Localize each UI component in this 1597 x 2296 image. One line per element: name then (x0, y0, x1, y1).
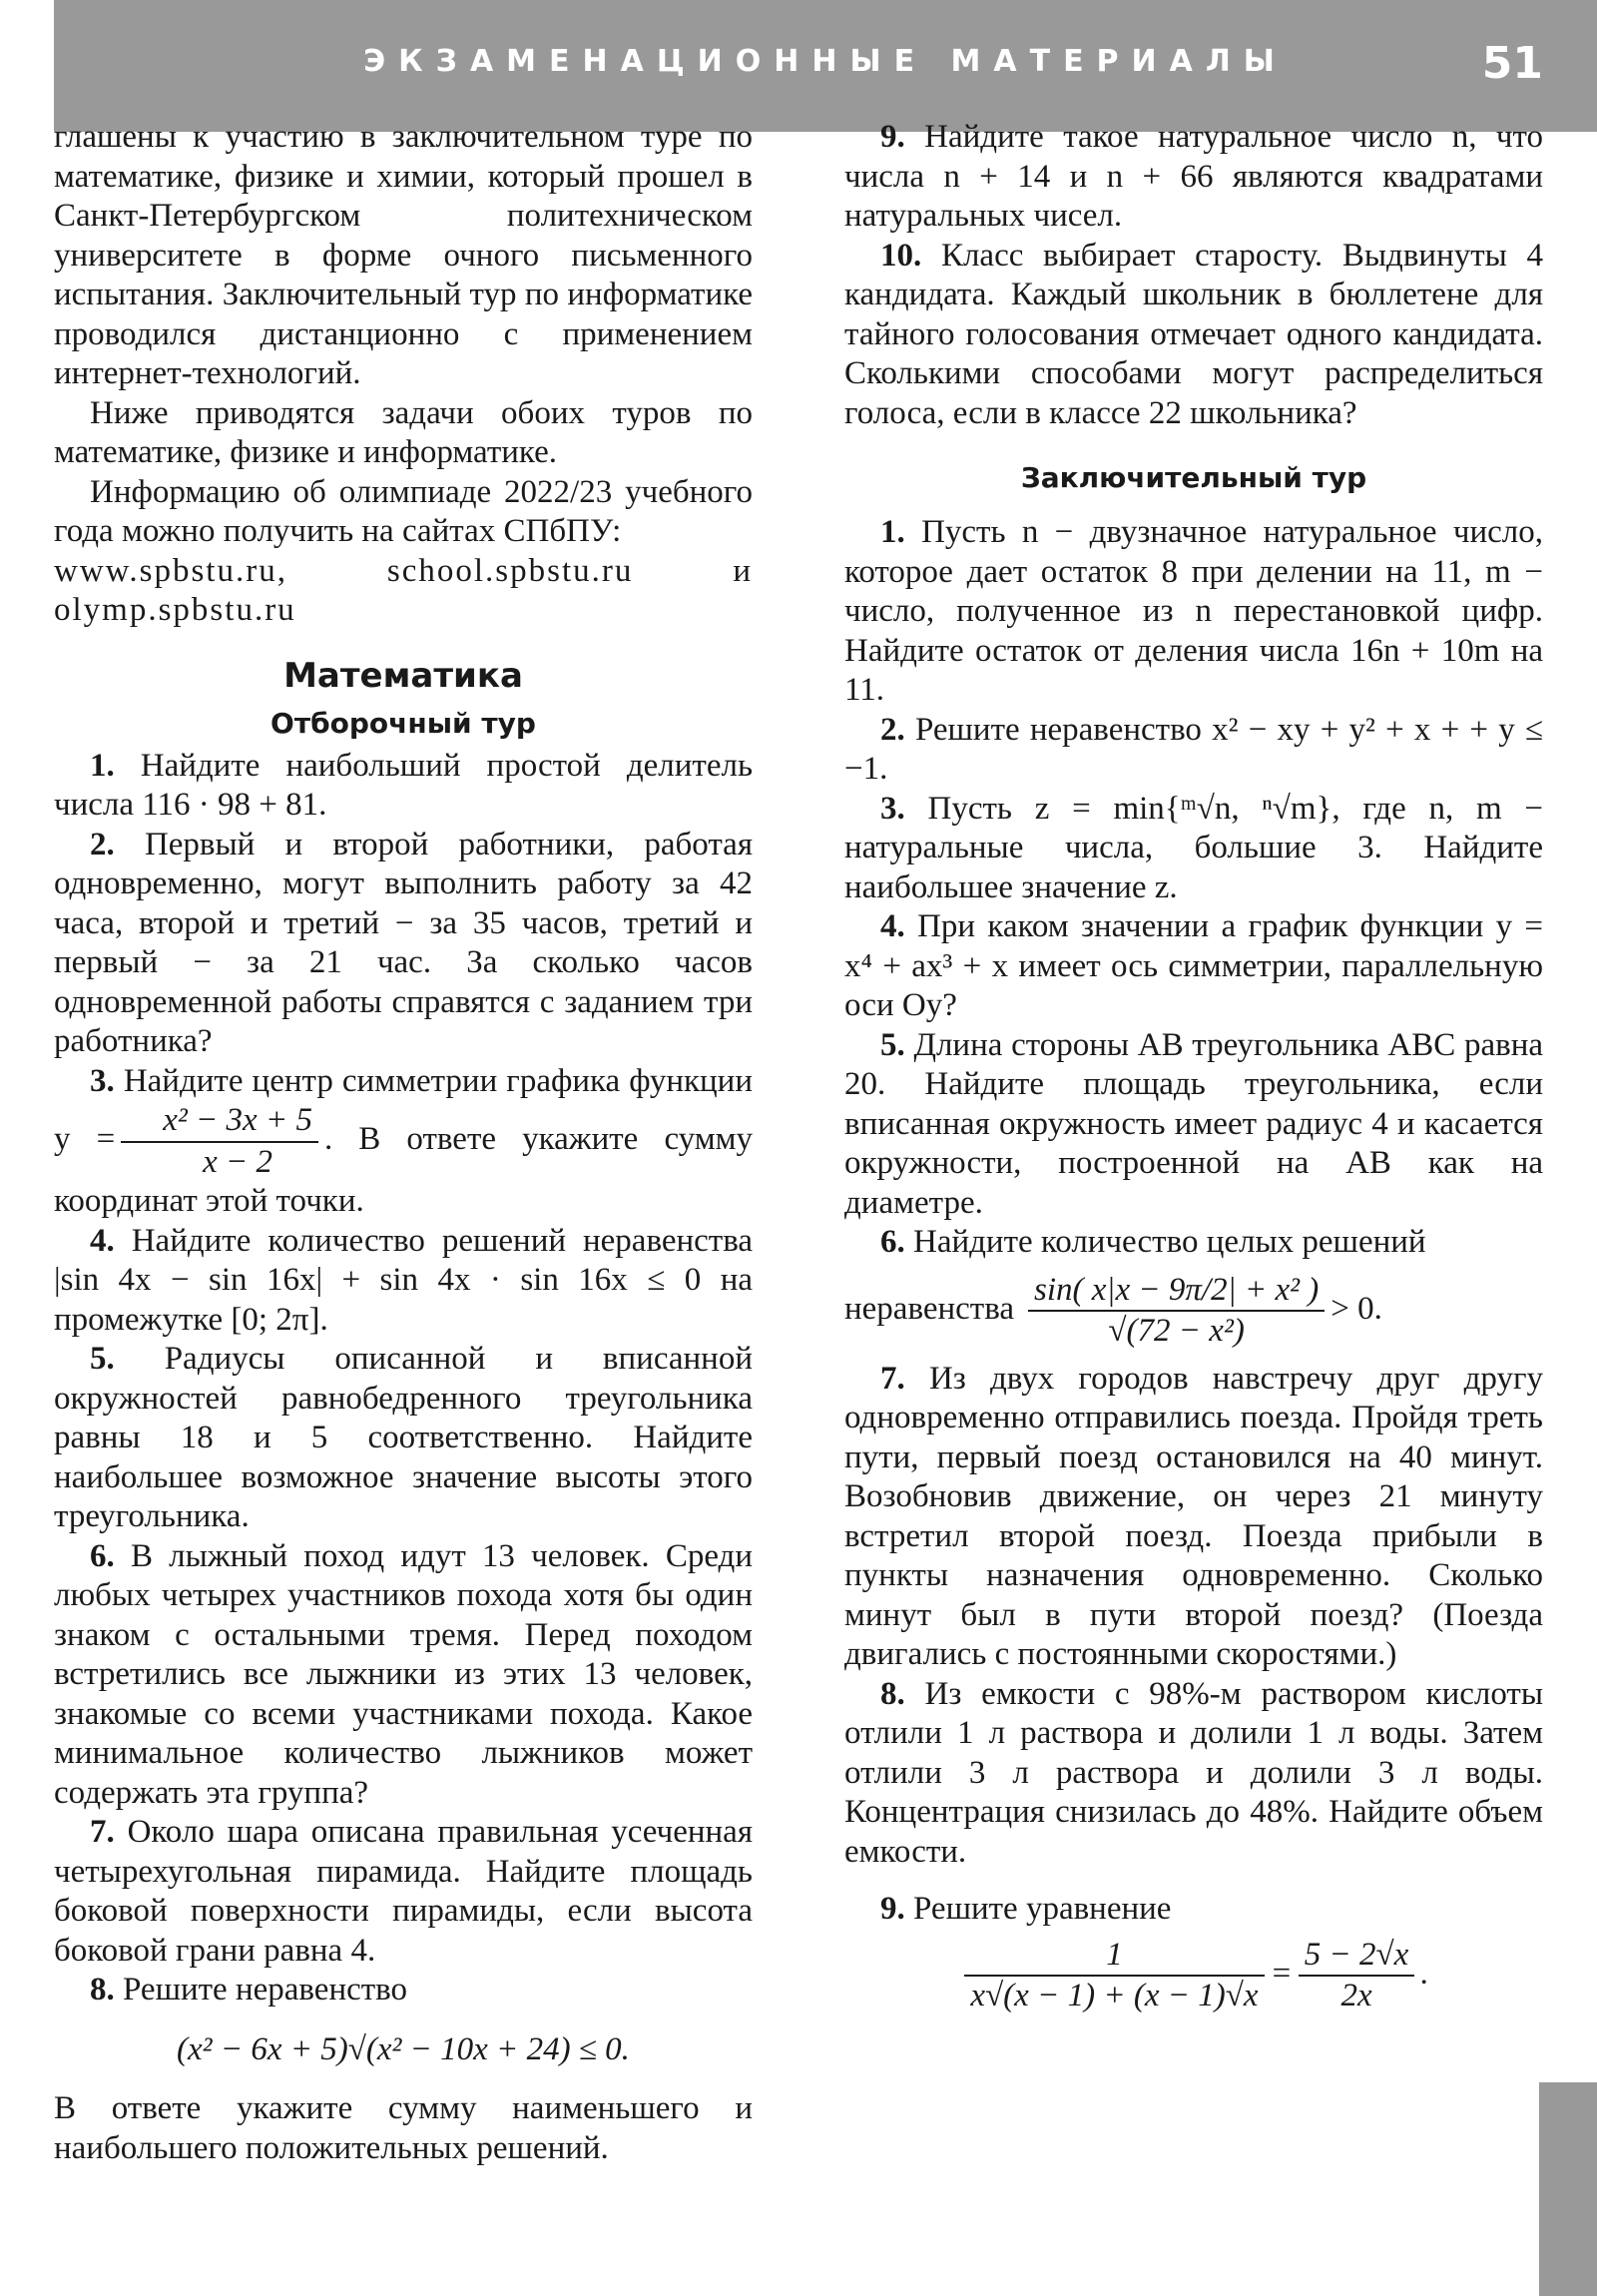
problem-text: Радиусы описанной и вписанной окружностей равнобедренного треугольника равны 18 и 5 соответственно. Найдите наибольшее возможное значение высоты этого треугольника. (54, 1341, 753, 1534)
problem-number: 5. (90, 1341, 115, 1377)
problem (844, 118, 1543, 237)
problem-number: 2. (90, 826, 115, 862)
problem-number: 4. (880, 908, 905, 944)
fraction-numerator: 1 (964, 1936, 1264, 1978)
problem-text: Около шара описана правильная усеченная четырехугольная пирамида. Найдите площадь боковой поверхности пирамиды, если высота боковой грани равна 4. (54, 1814, 753, 1969)
problem-text: Пусть z = min{ᵐ√n, ⁿ√m}, где n, m − натуральные числа, большие 3. Найдите наибольшее значение z. (844, 790, 1543, 905)
problem (54, 1813, 753, 1971)
problem (54, 1340, 753, 1537)
problem-number: 5. (880, 1026, 905, 1063)
header-title: ЭКЗАМЕНАЦИОННЫЕ МАТЕРИАЛЫ (363, 44, 1288, 79)
formula-label: неравенства (844, 1290, 1015, 1327)
subsection-title: Заключительный тур (1020, 461, 1367, 494)
fraction (964, 1936, 1264, 2016)
fraction-denominator: x − 2 (203, 1143, 273, 1180)
problem-text: Найдите такое натуральное число n, что числа n + 14 и n + 66 являются квадратами натуральных чисел. (844, 119, 1544, 234)
problem-text: В ответе укажите сумму наименьшего и наибольшего положительных решений. (54, 2090, 753, 2166)
fraction (1299, 1936, 1415, 2016)
problem (844, 237, 1543, 434)
problem-number: 7. (880, 1360, 905, 1397)
formula (844, 1936, 1543, 2016)
fraction-denominator: 2x (1340, 1978, 1372, 2013)
problem-number: 7. (90, 1814, 115, 1850)
problem-text: . В ответе укажите сумму координат этой точки. (54, 1121, 753, 1219)
problem-text: Первый и второй работники, работая одновременно, могут выполнить работу за 42 часа, второй и третий − за 35 часов, третий и первый − за 21 час. За сколько часов одновременной работы справятся с заданием три работника? (54, 826, 754, 1059)
problem-number: 6. (90, 1537, 115, 1574)
problem-number: 9. (880, 1891, 905, 1927)
problem (54, 747, 753, 826)
problem-number: 4. (90, 1222, 115, 1259)
problem-text: Решите неравенство x² − xy + y² + x + + y ≤ −1. (844, 711, 1544, 787)
equals-sign: = (1270, 1955, 1293, 1992)
subsection-title: Отборочный тур (270, 706, 536, 740)
problem (844, 1026, 1543, 1224)
problem (54, 826, 753, 1062)
intro-paragraph: Информацию об олимпиаде 2022/23 учебного года можно получить на сайтах СПбПУ: (54, 473, 753, 549)
problem-number: 3. (90, 1062, 115, 1099)
problem-text: Из емкости с 98%-м раствором кислоты отлили 1 л раствора и долили 1 л воды. Затем отлили 3 л раствора и долили 3 л воды. Концентрация снизилась до 48%. Найдите объем емкости. (844, 1675, 1544, 1870)
problem-text: Решите уравнение (913, 1891, 1172, 1927)
problem (54, 1222, 753, 1341)
problem (844, 711, 1543, 790)
problem-text: Найдите наибольший простой делитель числа 116 · 98 + 81. (54, 747, 754, 823)
urls: www.spbstu.ru, school.spbstu.ru и olymp.spbstu.ru (54, 552, 753, 628)
fraction-denominator: √(72 − x²) (1108, 1313, 1245, 1349)
problem (844, 790, 1543, 908)
section-title: Математика (283, 655, 523, 696)
formula-end: . (1420, 1955, 1429, 1992)
page-number: 51 (1481, 38, 1543, 89)
fraction-numerator: 5 − 2√x (1299, 1936, 1415, 1978)
problem (844, 1223, 1543, 1263)
formula (844, 1271, 1543, 1352)
intro-paragraph: Ниже приводятся задачи обоих туров по математике, физике и информатике. (54, 394, 753, 470)
problem (844, 1890, 1543, 1930)
problem-text: Пусть n − двузначное натуральное число, которое дает остаток 8 при делении на 11, m − число, полученное из n перестановкой цифр. Найдите остаток от деления числа 16n + 10m на 11. (844, 514, 1544, 708)
problem-number: 9. (880, 119, 905, 155)
fraction-numerator: sin( x|x − 9π/2| + x² ) (1028, 1271, 1325, 1313)
problem (844, 513, 1543, 711)
problem-text: При каком значении a график функции y = x⁴ + ax³ + x имеет ось симметрии, параллельную оси Oy? (844, 908, 1544, 1023)
left-column (54, 118, 753, 2168)
problem-number: 2. (880, 711, 905, 748)
formula: (x² − 6x + 5)√(x² − 10x + 24) ≤ 0. (177, 2030, 630, 2067)
problem-text: Класс выбирает старосту. Выдвинуты 4 кандидата. Каждый школьник в бюллетене для тайного голосования отмечает одного кандидата. Сколькими способами могут распределиться голоса, если в классе 22 школьника? (844, 237, 1544, 431)
fraction (1028, 1271, 1325, 1352)
fraction-denominator: x√(x − 1) + (x − 1)√x (970, 1978, 1259, 2013)
right-column (844, 118, 1543, 2036)
problem (844, 1675, 1543, 1873)
problem (54, 1062, 753, 1222)
problem-number: 1. (880, 514, 905, 550)
page-corner-tab (1539, 2082, 1597, 2296)
running-header (54, 0, 1597, 132)
problem-number: 8. (880, 1675, 905, 1712)
problem (844, 907, 1543, 1026)
problem (54, 1537, 753, 1814)
problem-number: 1. (90, 747, 115, 784)
fraction-numerator: x² − 3x + 5 (121, 1101, 318, 1143)
problem-text: Решите неравенство (123, 1972, 408, 2008)
problem-text: Найдите количество решений неравенства |sin 4x − sin 16x| + sin 4x · sin 16x ≤ 0 на промежутке [0; 2π]. (54, 1222, 753, 1338)
problem (54, 1971, 753, 2010)
problem-text: Найдите центр симметрии графика функции y = (54, 1062, 754, 1158)
problem-number: 3. (880, 790, 905, 827)
intro-paragraph: глашены к участию в заключительном туре по математике, физике и химии, который прошел в Санкт-Петербургском политехническом университете в форме очного письменного испытания. Заключительный тур по информатике проводился дистанционно с применением интернет-технологий. (54, 119, 753, 391)
problem-text: Из двух городов навстречу друг другу одновременно отправились поезда. Пройдя треть пути, первый поезд остановился на 40 минут. Возобновив движение, он через 21 минуту встретил второй поезд. Поезда прибыли в пункты назначения одновременно. Сколько минут был в пути второй поезд? (Поезда двигались с постоянными скоростями.) (844, 1360, 1543, 1672)
problem-text: В лыжный поход идут 13 человек. Среди любых четырех участников похода хотя бы один знаком с остальными тремя. Перед походом встретились все лыжники из этих 13 человек, знакомые со всеми участниками похода. Какое минимальное количество лыжников может содержать эта группа? (54, 1537, 753, 1811)
problem-text: Найдите количество целых решений (913, 1224, 1426, 1260)
formula-relation: > 0. (1331, 1290, 1382, 1327)
problem-number: 6. (880, 1224, 905, 1260)
problem-text: Длина стороны AB треугольника ABC равна 20. Найдите площадь треугольника, если вписанная окружность имеет радиус 4 и касается окружности, построенной на AB как на диаметре. (844, 1026, 1544, 1221)
problem (844, 1360, 1543, 1675)
problem-number: 8. (90, 1972, 115, 2008)
fraction (121, 1101, 318, 1182)
problem-number: 10. (880, 237, 922, 274)
